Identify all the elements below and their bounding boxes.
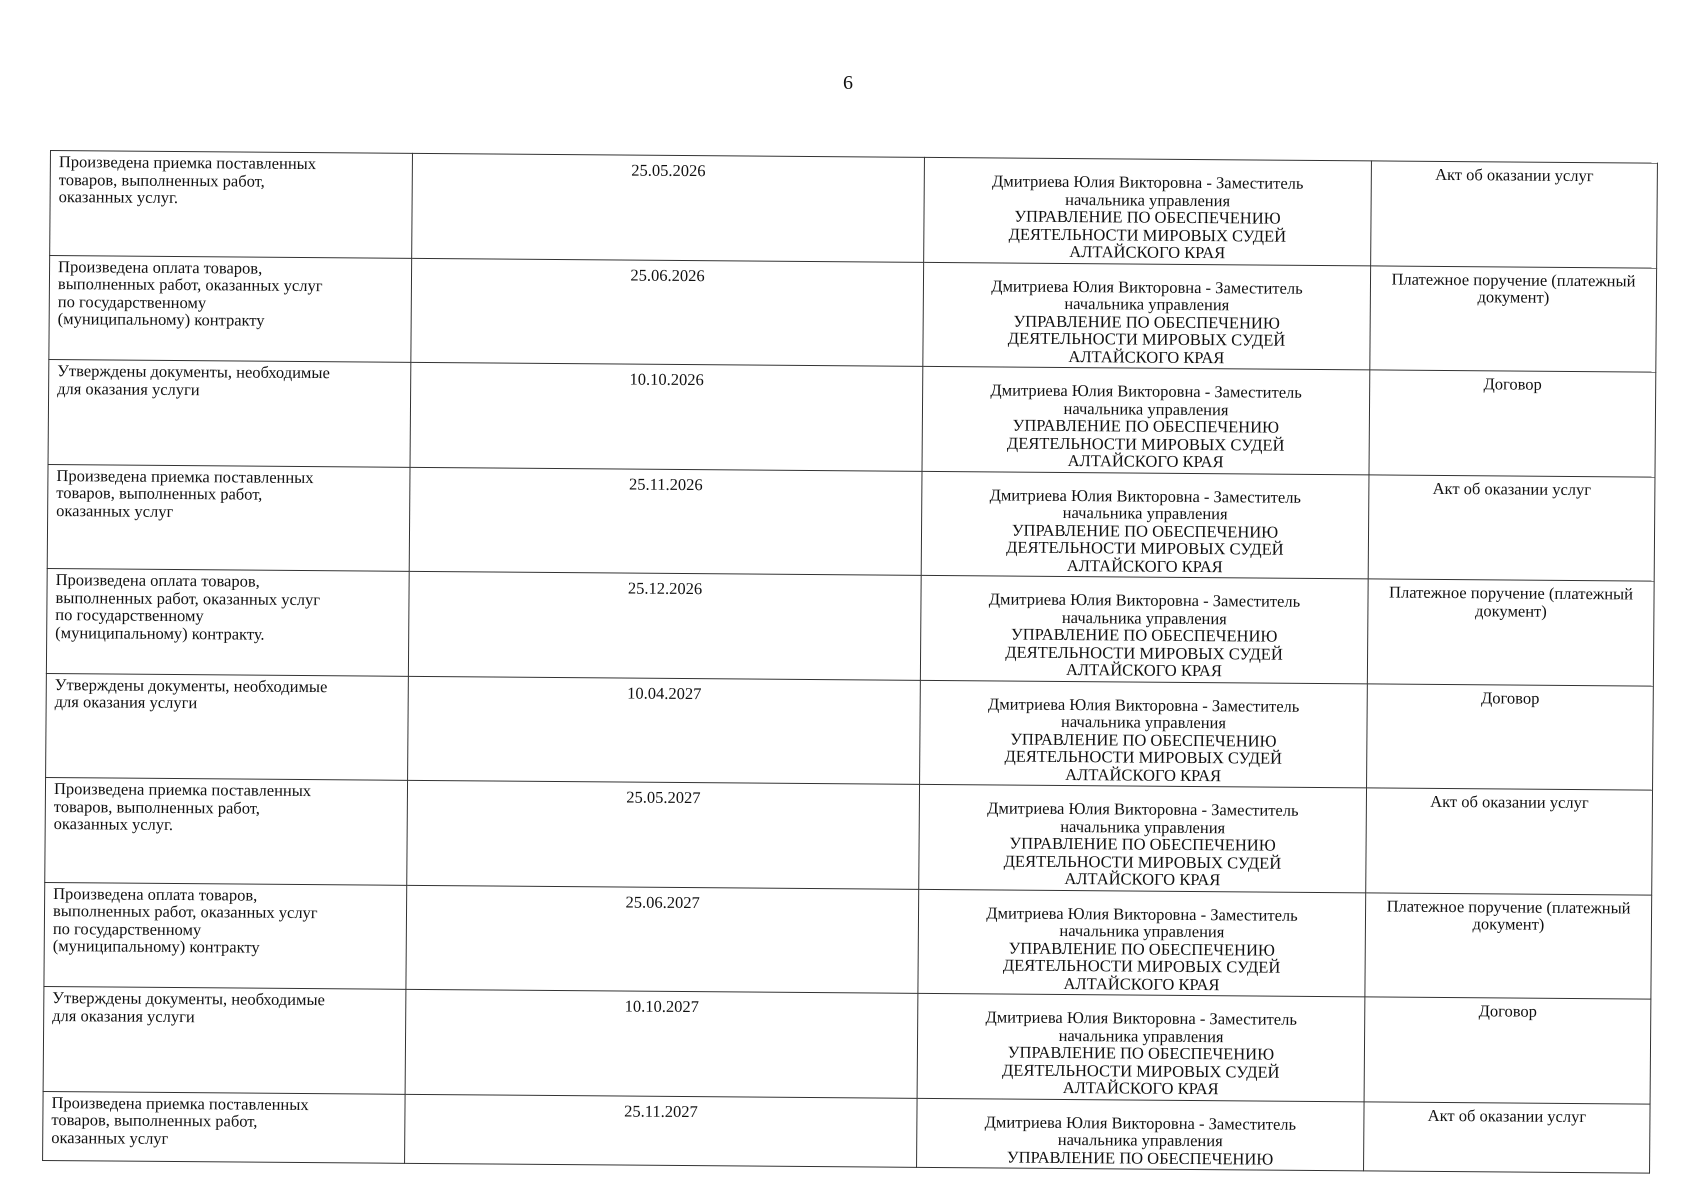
responsible-cell-line: УПРАВЛЕНИЕ ПО ОБЕСПЕЧЕНИЮ <box>1011 624 1278 646</box>
event-cell-line: Произведена оплата товаров, <box>55 570 260 591</box>
event-cell-line: Произведена оплата товаров, <box>53 883 258 905</box>
document-cell-line: Акт об оказании услуг <box>1435 164 1594 186</box>
event-cell-line: Произведена приемка поставленных <box>51 1092 309 1114</box>
event-cell-line: товаров, выполненных работ, <box>56 483 263 504</box>
event-cell-line: по государственному <box>57 291 207 312</box>
event-cell-line: Утверждены документы, необходимые <box>52 988 325 1010</box>
event-cell-line: по государственному <box>52 918 202 939</box>
responsible-cell-line: АЛТАЙСКОГО КРАЯ <box>1066 555 1223 576</box>
event-cell-line: Произведена приемка поставленных <box>53 779 312 801</box>
document-cell-line: документ) <box>1474 600 1547 621</box>
responsible-cell-line: УПРАВЛЕНИЕ ПО ОБЕСПЕЧЕНИЮ <box>1010 729 1277 751</box>
event-cell-line: для оказания услуги <box>57 378 200 399</box>
event-cell-line: (муниципальному) контракту. <box>55 622 265 644</box>
responsible-cell-line: Дмитриева Юлия Викторовна - Заместитель <box>991 275 1303 298</box>
event-cell-line: (муниципальному) контракту <box>52 936 260 957</box>
responsible-cell-line: УПРАВЛЕНИЕ ПО ОБЕСПЕЧЕНИЮ <box>1011 520 1279 542</box>
schedule-table <box>42 150 1658 1174</box>
responsible-cell-line: УПРАВЛЕНИЕ ПО ОБЕСПЕЧЕНИЮ <box>1007 1042 1275 1064</box>
responsible-cell-line: Дмитриева Юлия Викторовна - Заместитель <box>987 693 1300 716</box>
document-cell-line: документ) <box>1477 287 1550 307</box>
date-cell: 25.06.2027 <box>406 885 919 994</box>
document-cell-line: Акт об оказании услуг <box>1432 478 1592 499</box>
responsible-cell-line: АЛТАЙСКОГО КРАЯ <box>1068 346 1225 367</box>
event-cell-line: для оказания услуги <box>54 692 198 713</box>
responsible-cell-line: АЛТАЙСКОГО КРАЯ <box>1064 868 1221 890</box>
responsible-cell-line: начальника управления <box>1062 502 1228 524</box>
responsible-cell-line: начальника управления <box>1063 398 1229 419</box>
responsible-cell-line: Дмитриева Юлия Викторовна - Заместитель <box>990 380 1302 402</box>
event-cell <box>50 151 413 258</box>
responsible-cell-line: ДЕЯТЕЛЬНОСТИ МИРОВЫХ СУДЕЙ <box>1004 746 1283 768</box>
responsible-cell-line: Дмитриева Юлия Викторовна - Заместитель <box>989 484 1302 507</box>
responsible-cell-line: УПРАВЛЕНИЕ ПО ОБЕСПЕЧЕНИЮ <box>1008 938 1275 960</box>
event-cell <box>43 1091 406 1163</box>
document-cell <box>1364 1101 1651 1173</box>
document-cell <box>1364 997 1651 1104</box>
event-cell-line: товаров, выполненных работ, <box>51 1110 258 1131</box>
responsible-cell-line: УПРАВЛЕНИЕ ПО ОБЕСПЕЧЕНИЮ <box>1012 415 1280 437</box>
document-cell-line: Договор <box>1481 687 1540 708</box>
document-cell-line: документ) <box>1472 914 1545 934</box>
table-row <box>48 359 1656 476</box>
responsible-cell-line: Дмитриева Юлия Викторовна - Заместитель <box>984 1111 1297 1134</box>
event-cell-line: Утверждены документы, необходимые <box>57 361 330 383</box>
responsible-cell-line: АЛТАЙСКОГО КРАЯ <box>1069 242 1226 263</box>
document-cell <box>1367 683 1654 790</box>
table-row <box>45 777 1653 894</box>
document-cell-line: Договор <box>1483 374 1542 394</box>
event-cell <box>46 673 409 780</box>
responsible-cell <box>924 157 1372 265</box>
event-cell-line: товаров, выполненных работ, <box>53 796 260 818</box>
date-cell: 25.12.2026 <box>408 571 921 680</box>
date-cell: 25.11.2027 <box>405 1094 918 1168</box>
event-cell-line: Утверждены документы, необходимые <box>54 674 328 696</box>
responsible-cell <box>922 366 1370 474</box>
responsible-cell <box>923 262 1371 370</box>
responsible-cell <box>919 784 1367 892</box>
document-cell-line: Платежное поручение (платежный <box>1391 269 1636 290</box>
document-cell-line: Платежное поручение (платежный <box>1389 582 1634 604</box>
table-row <box>43 986 1651 1103</box>
responsible-cell-line: АЛТАЙСКОГО КРАЯ <box>1063 973 1220 994</box>
page-number: 6 <box>843 72 853 94</box>
table-row <box>46 673 1654 790</box>
responsible-cell-line: начальника управления <box>1064 293 1230 315</box>
document-cell <box>1368 474 1655 581</box>
document-cell <box>1367 579 1654 686</box>
responsible-cell-line: начальника управления <box>1065 189 1231 210</box>
responsible-cell <box>921 471 1369 579</box>
event-cell <box>44 882 407 989</box>
event-cell-line: для оказания услуги <box>52 1005 195 1026</box>
event-cell <box>43 986 406 1093</box>
table-row <box>46 568 1654 685</box>
responsible-cell <box>920 680 1368 788</box>
responsible-cell-line: ДЕЯТЕЛЬНОСТИ МИРОВЫХ СУДЕЙ <box>1005 642 1283 664</box>
event-cell-line: Произведена оплата товаров, <box>58 256 263 278</box>
responsible-cell-line: ДЕЯТЕЛЬНОСТИ МИРОВЫХ СУДЕЙ <box>1001 1060 1280 1082</box>
date-cell: 25.06.2026 <box>411 258 924 367</box>
document-cell-line: Договор <box>1478 1001 1537 1021</box>
date-cell: 10.04.2027 <box>408 676 921 785</box>
table-row <box>43 1091 1650 1173</box>
responsible-cell-line: ДЕЯТЕЛЬНОСТИ МИРОВЫХ СУДЕЙ <box>1002 955 1281 977</box>
responsible-cell-line: АЛТАЙСКОГО КРАЯ <box>1062 1077 1219 1099</box>
event-cell-line: по государственному <box>55 605 204 626</box>
responsible-cell <box>917 1098 1365 1171</box>
table-row <box>44 882 1652 999</box>
responsible-cell-line: начальника управления <box>1058 1025 1224 1046</box>
table-row <box>47 464 1655 581</box>
responsible-cell-line: АЛТАЙСКОГО КРАЯ <box>1067 451 1224 472</box>
responsible-cell-line: начальника управления <box>1060 711 1227 733</box>
responsible-cell-line: ДЕЯТЕЛЬНОСТИ МИРОВЫХ СУДЕЙ <box>1007 328 1286 350</box>
event-cell <box>49 255 412 362</box>
date-cell: 10.10.2026 <box>410 362 923 471</box>
responsible-cell-line: УПРАВЛЕНИЕ ПО ОБЕСПЕЧЕНИЮ <box>1006 1147 1274 1169</box>
document-cell-line: Платежное поручение (платежный <box>1386 896 1631 917</box>
event-cell <box>46 568 409 675</box>
responsible-cell <box>917 993 1365 1101</box>
responsible-cell-line: УПРАВЛЕНИЕ ПО ОБЕСПЕЧЕНИЮ <box>1013 311 1280 333</box>
responsible-cell-line: ДЕЯТЕЛЬНОСТИ МИРОВЫХ СУДЕЙ <box>1003 851 1282 873</box>
document-cell <box>1369 370 1656 477</box>
event-cell-line: (муниципальному) контракту <box>57 309 265 330</box>
event-cell-line: выполненных работ, оказанных услуг <box>52 901 318 923</box>
responsible-cell-line: Дмитриева Юлия Викторовна - Заместитель <box>986 902 1298 925</box>
event-cell-line: выполненных работ, оказанных услуг <box>57 274 323 296</box>
date-cell: 25.11.2026 <box>409 467 922 576</box>
table-row <box>49 255 1657 372</box>
document-cell <box>1371 161 1658 268</box>
responsible-cell-line: АЛТАЙСКОГО КРАЯ <box>1065 764 1222 785</box>
event-cell-line: оказанных услуг <box>56 500 174 521</box>
responsible-cell-line: Дмитриева Юлия Викторовна - Заместитель <box>987 798 1299 820</box>
document-cell-line: Акт об оказании услуг <box>1430 791 1589 813</box>
responsible-cell-line: ДЕЯТЕЛЬНОСТИ МИРОВЫХ СУДЕЙ <box>1008 224 1287 246</box>
event-cell-line: товаров, выполненных работ, <box>58 169 265 191</box>
responsible-cell-line: начальника управления <box>1059 920 1225 942</box>
responsible-cell-line: начальника управления <box>1057 1129 1223 1151</box>
responsible-cell-line: Дмитриева Юлия Викторовна - Заместитель <box>985 1007 1297 1029</box>
responsible-cell-line: АЛТАЙСКОГО КРАЯ <box>1065 659 1222 681</box>
date-cell: 25.05.2026 <box>412 153 925 262</box>
event-cell <box>45 777 408 884</box>
responsible-cell-line: ДЕЯТЕЛЬНОСТИ МИРОВЫХ СУДЕЙ <box>1006 433 1285 455</box>
date-cell: 25.05.2027 <box>407 780 920 889</box>
date-cell: 10.10.2027 <box>405 989 918 1098</box>
table-row <box>50 151 1658 268</box>
document-cell <box>1365 892 1652 999</box>
event-cell-line: оказанных услуг <box>51 1127 169 1148</box>
responsible-cell-line: Дмитриева Юлия Викторовна - Заместитель <box>988 589 1301 611</box>
responsible-cell-line: начальника управления <box>1060 816 1226 837</box>
responsible-cell-line: УПРАВЛЕНИЕ ПО ОБЕСПЕЧЕНИЮ <box>1009 833 1276 855</box>
event-cell-line: оказанных услуг. <box>58 187 179 208</box>
responsible-cell <box>918 889 1366 997</box>
event-cell-line: оказанных услуг. <box>53 814 174 834</box>
event-cell-line: Произведена приемка поставленных <box>58 152 317 174</box>
responsible-cell <box>920 575 1368 683</box>
document-cell <box>1366 788 1653 895</box>
responsible-cell-line: УПРАВЛЕНИЕ ПО ОБЕСПЕЧЕНИЮ <box>1014 206 1281 228</box>
document-cell <box>1370 265 1657 372</box>
event-cell <box>47 464 410 571</box>
event-cell-line: выполненных работ, оказанных услуг <box>55 587 321 609</box>
schedule-table-body <box>43 151 1658 1174</box>
responsible-cell-line: ДЕЯТЕЛЬНОСТИ МИРОВЫХ СУДЕЙ <box>1006 537 1284 559</box>
event-cell <box>48 359 411 466</box>
document-cell-line: Акт об оказании услуг <box>1427 1105 1587 1126</box>
responsible-cell-line: Дмитриева Юлия Викторовна - Заместитель <box>992 171 1304 193</box>
event-cell-line: Произведена приемка поставленных <box>56 465 314 487</box>
responsible-cell-line: начальника управления <box>1061 607 1227 628</box>
